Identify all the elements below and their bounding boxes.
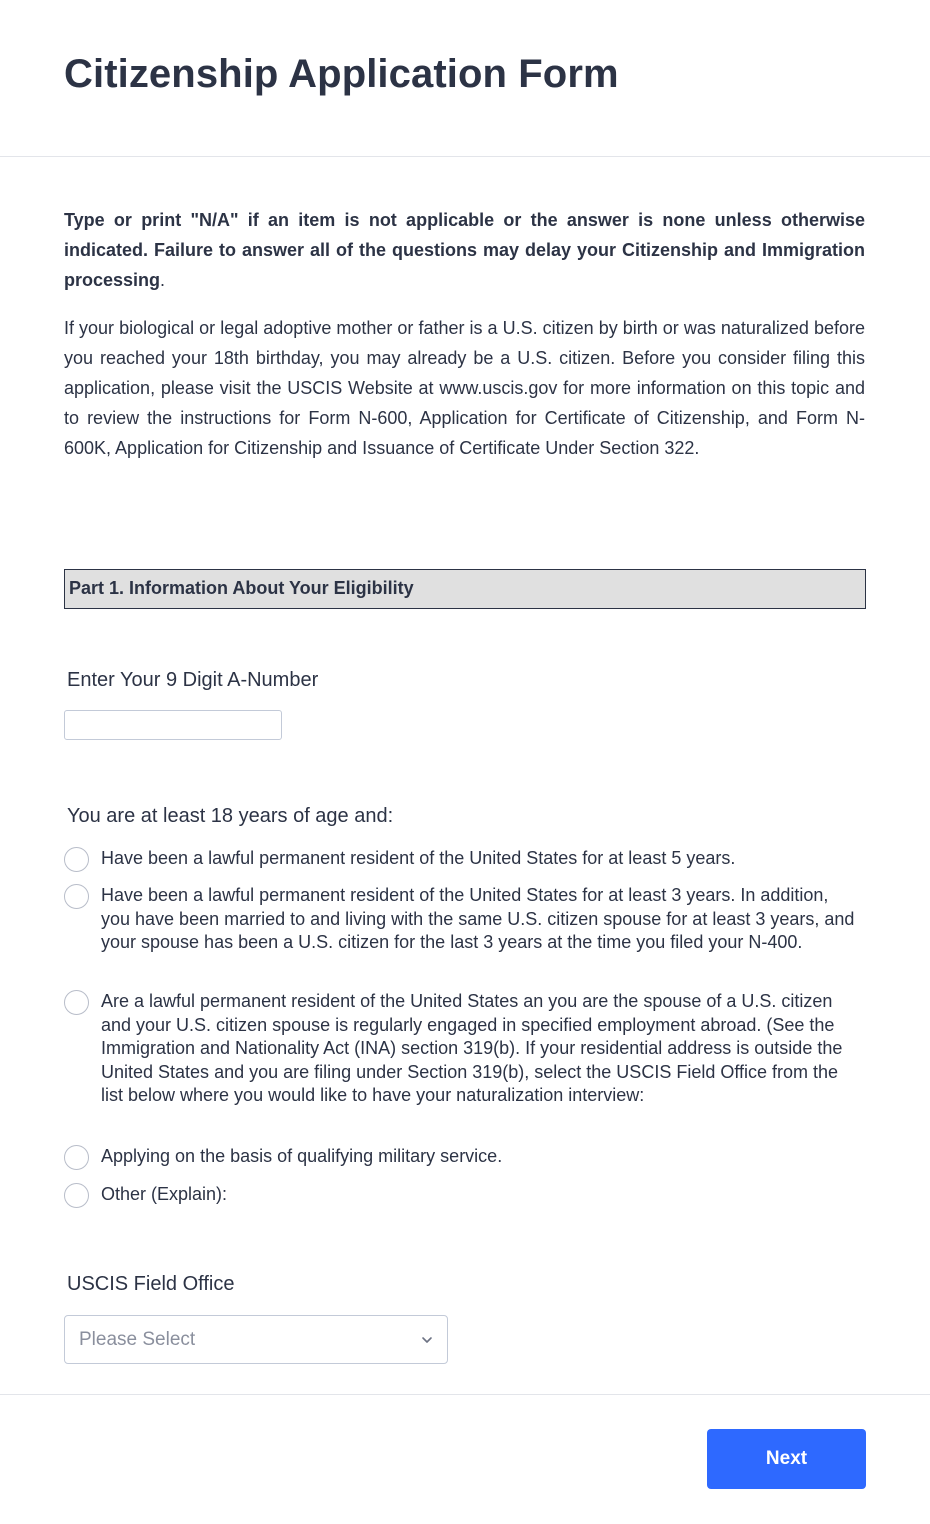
eligibility-option[interactable] [64,884,864,980]
instructions-notice [64,205,865,295]
eligibility-option[interactable] [64,1145,864,1171]
radio-button[interactable] [64,990,89,1015]
eligibility-option[interactable] [64,990,864,1132]
a-number-label: Enter Your 9 Digit A-Number [67,669,319,691]
instructions-paragraph: If your biological or legal adoptive mother or father is a U.S. citizen by birth or was naturalized before you reached your 18th birthday, you may already be a U.S. citizen. Before you consider filing this application, please visit the USCIS Website at www.uscis.gov for more information on this topic and to review the instructions for Form N-600, Application for Certificate of Citizenship, and Form N-600K, Application for Citizenship and Issuance of Certificate Under Section 322. [64,318,865,458]
radio-button[interactable] [64,1145,89,1170]
radio-button[interactable] [64,847,89,872]
next-button[interactable]: Next [707,1429,866,1489]
eligibility-option-label: Have been a lawful permanent resident of the United States for at least 3 years. In addition, you have been married to and living with the same U.S. citizen spouse for at least 3 years, and your spouse has been a U.S. citizen for the last 3 years at the time you filed your N-400. [101,885,855,952]
chevron-down-icon [421,1334,433,1346]
eligibility-option-label: Applying on the basis of qualifying military service. [101,1146,503,1166]
footer-divider [0,1394,930,1395]
eligibility-option[interactable] [64,1183,864,1209]
eligibility-question: You are at least 18 years of age and: [67,805,394,827]
eligibility-option[interactable] [64,847,864,873]
radio-button[interactable] [64,884,89,909]
field-office-select[interactable] [64,1315,448,1364]
a-number-input[interactable] [64,710,282,740]
field-office-label: USCIS Field Office [67,1273,235,1295]
eligibility-option-label: Are a lawful permanent resident of the United States an you are the spouse of a U.S. citizen and your U.S. citizen spouse is regularly engaged in specified employment abroad. (See the Immigration and Nationality Act (INA) section 319(b). If your residential address is outside the United States and you are filing under Section 319(b), select the USCIS Field Office from the list below where you would like to have your naturalization interview: [101,991,843,1105]
page-title: Citizenship Application Form [64,52,619,96]
eligibility-option-label: Other (Explain): [101,1184,228,1204]
instructions-notice-text: Type or print "N/A" if an item is not applicable or the answer is none unless otherwise indicated. Failure to answer all of the questions may delay your Citizenship and Immigration processing [64,210,865,290]
radio-button[interactable] [64,1183,89,1208]
form-header [0,0,930,157]
section-title: Part 1. Information About Your Eligibility [69,578,414,598]
section-header [64,569,866,609]
eligibility-option-label: Have been a lawful permanent resident of the United States for at least 5 years. [101,848,736,868]
instructions-notice-tail: . [160,270,166,290]
field-office-selected-value: Please Select [79,1329,196,1350]
